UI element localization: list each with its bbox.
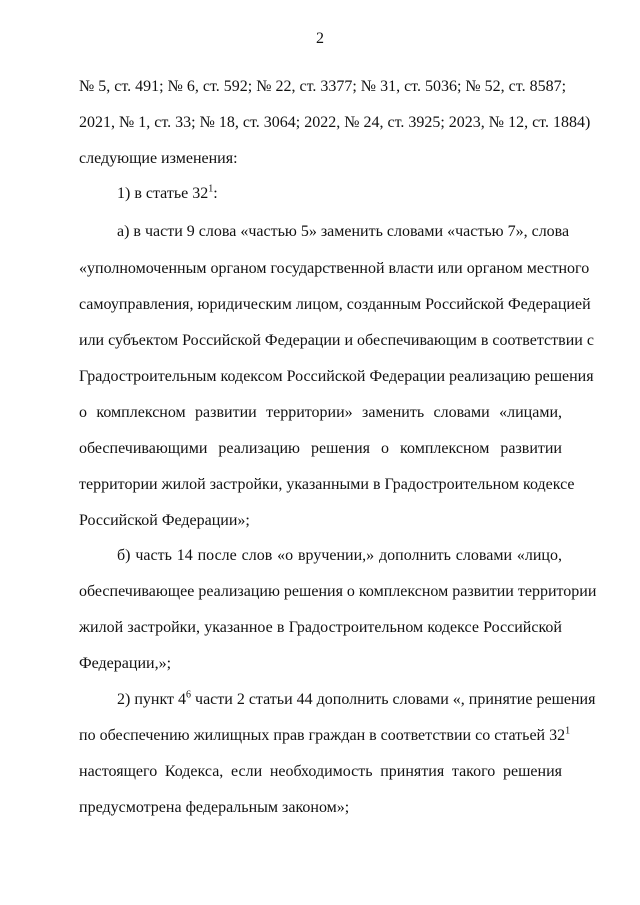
text-line: «уполномоченным органом государственной власти или органом местного — [79, 260, 590, 277]
text-line: или субъектом Российской Федерации и обеспечивающим в соответствии с — [79, 332, 594, 349]
text-line: а) в части 9 слова «частью 5» заменить словами «частью 7», слова — [117, 223, 570, 240]
text-fragment: : — [213, 185, 218, 202]
text-line: самоуправления, юридическим лицом, созданным Российской Федерацией — [79, 296, 591, 313]
superscript: 1 — [208, 183, 214, 195]
list-item-2 — [117, 689, 596, 710]
text-fragment: 1) в статье 32 — [117, 185, 209, 202]
text-line: Градостроительным кодексом Российской Федерации реализацию решения — [79, 368, 594, 385]
text-line: 2021, № 1, ст. 33; № 18, ст. 3064; 2022, № 24, ст. 3925; 2023, № 12, ст. 1884) — [79, 114, 591, 131]
superscript: 6 — [186, 689, 192, 701]
list-item-1 — [117, 184, 562, 204]
text-line: Российской Федерации»; — [79, 512, 250, 529]
text-line: настоящего Кодекса, если необходимость принятия такого решения — [79, 763, 562, 780]
page-number: 2 — [316, 30, 324, 47]
text-line: следующие изменения: — [79, 150, 238, 167]
text-line-with-superscript — [79, 725, 571, 746]
text-line: Федерации,»; — [79, 655, 172, 672]
text-line: № 5, ст. 491; № 6, ст. 592; № 22, ст. 3377; № 31, ст. 5036; № 52, ст. 8587; — [79, 78, 567, 95]
text-line: жилой застройки, указанное в Градостроительном кодексе Российской — [79, 619, 562, 636]
text-fragment: 2) пункт 4 — [117, 691, 187, 708]
text-line: обеспечивающее реализацию решения о комплексном развитии территории — [79, 583, 597, 600]
text-line: о комплексном развитии территории» заменить словами «лицами, — [79, 404, 562, 421]
text-fragment: части 2 статьи 44 дополнить словами «, принятие решения — [191, 691, 596, 708]
text-fragment: по обеспечению жилищных прав граждан в соответствии со статьей 32 — [79, 727, 566, 744]
text-line: обеспечивающими реализацию решения о комплексном развитии — [79, 440, 562, 457]
superscript: 1 — [565, 725, 571, 737]
text-line: предусмотрена федеральным законом»; — [79, 799, 350, 816]
text-line: территории жилой застройки, указанными в Градостроительном кодексе — [79, 476, 575, 493]
text-line: б) часть 14 после слов «о вручении,» дополнить словами «лицо, — [117, 547, 562, 564]
